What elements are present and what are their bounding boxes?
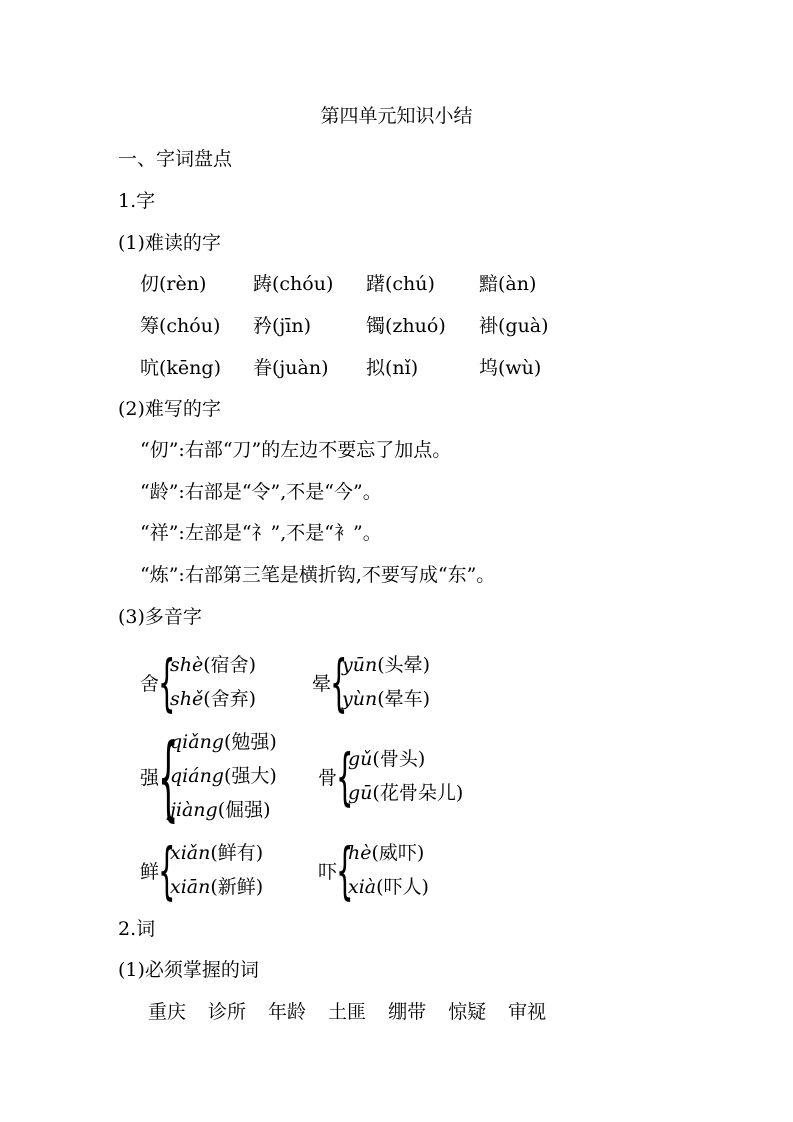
hard-write-note: “炼”:右部第三笔是横折钩,不要写成“东”。 <box>140 564 496 586</box>
polyphone-char: 骨 <box>318 767 338 789</box>
polyphone-reading <box>170 764 277 788</box>
vocab-word: 惊疑 <box>448 1001 487 1023</box>
vocab-word: 土匪 <box>328 1001 367 1023</box>
must-know-words-row <box>148 1000 568 1024</box>
brace-symbol: { <box>336 742 354 813</box>
vocab-word: 审视 <box>508 1001 547 1023</box>
hard-read-char: 镯(zhuó) <box>366 315 446 337</box>
pinyin: qiǎng <box>170 731 224 753</box>
polyphone-reading <box>348 747 425 771</box>
polyphone-reading <box>348 875 429 899</box>
hard-read-char: 仞(rèn) <box>140 273 207 295</box>
example-word: (倔强) <box>217 799 271 821</box>
pinyin: gǔ <box>348 748 373 770</box>
hard-read-char: 踌(chóu) <box>253 273 334 295</box>
pinyin: qiáng <box>170 765 224 787</box>
page-title: 第四单元知识小结 <box>320 105 473 127</box>
polyphone-reading <box>170 730 277 754</box>
heading-polyphones: (3)多音字 <box>118 606 202 628</box>
polyphone-char: 晕 <box>312 673 332 695</box>
hard-read-char: 褂(guà) <box>479 315 549 337</box>
polyphone-reading <box>170 841 263 865</box>
pinyin: gū <box>348 782 373 804</box>
hard-read-char: 吭(kēng) <box>140 357 221 379</box>
hard-read-char: 矜(jīn) <box>253 315 312 337</box>
subheading-words: 2.词 <box>118 918 156 940</box>
vocab-word: 年龄 <box>268 1001 307 1023</box>
polyphone-reading <box>342 653 430 677</box>
heading-hard-to-write: (2)难写的字 <box>118 398 221 420</box>
pinyin: yūn <box>342 654 378 676</box>
example-word: (舍弃) <box>203 688 257 710</box>
hard-read-char: 眷(juàn) <box>253 357 329 379</box>
pinyin: xià <box>348 876 377 898</box>
hard-read-char: 坞(wù) <box>479 357 542 379</box>
pinyin: yùn <box>342 688 378 710</box>
subheading-characters: 1.字 <box>118 190 156 212</box>
example-word: (鲜有) <box>210 842 264 864</box>
heading-hard-to-read: (1)难读的字 <box>118 232 221 254</box>
heading-must-know-words: (1)必须掌握的词 <box>118 959 259 981</box>
hard-read-char: 黯(àn) <box>479 273 537 295</box>
brace-symbol: { <box>158 648 176 719</box>
polyphone-reading <box>170 798 271 822</box>
polyphone-char: 吓 <box>318 861 338 883</box>
polyphone-char: 鲜 <box>140 861 160 883</box>
hard-read-char: 拟(nǐ) <box>366 357 419 379</box>
example-word: (勉强) <box>223 731 277 753</box>
vocab-word: 绷带 <box>388 1001 427 1023</box>
example-word: (骨头) <box>372 748 426 770</box>
hard-read-char: 躇(chú) <box>366 273 435 295</box>
example-word: (吓人) <box>376 876 429 898</box>
brace-symbol: { <box>330 648 348 719</box>
hard-write-note: “龄”:右部是“令”,不是“今”。 <box>140 481 382 503</box>
pinyin: hè <box>348 842 372 864</box>
polyphone-reading <box>348 781 463 805</box>
section-heading-vocab: 一、字词盘点 <box>118 148 233 170</box>
pinyin: xiǎn <box>170 842 211 864</box>
hard-write-note: “祥”:左部是“礻”,不是“衤”。 <box>140 522 382 544</box>
hard-write-note: “仞”:右部“刀”的左边不要忘了加点。 <box>140 439 452 461</box>
example-word: (头晕) <box>377 654 431 676</box>
pinyin: jiàng <box>170 799 218 821</box>
pinyin: shě <box>170 688 204 710</box>
vocab-word: 诊所 <box>208 1001 247 1023</box>
brace-symbol: { <box>336 836 354 907</box>
example-word: (花骨朵儿) <box>372 782 464 804</box>
example-word: (新鲜) <box>210 876 264 898</box>
example-word: (晕车) <box>377 688 431 710</box>
polyphone-reading <box>170 653 256 677</box>
polyphone-reading <box>348 841 424 865</box>
polyphone-reading <box>170 875 263 899</box>
example-word: (强大) <box>223 765 277 787</box>
example-word: (威吓) <box>371 842 425 864</box>
hard-read-char: 筹(chóu) <box>140 315 221 337</box>
polyphone-char: 强 <box>140 767 160 789</box>
example-word: (宿舍) <box>203 654 257 676</box>
polyphone-reading <box>342 687 430 711</box>
polyphone-char: 舍 <box>140 673 160 695</box>
pinyin: xiān <box>170 876 211 898</box>
polyphone-reading <box>170 687 256 711</box>
vocab-word: 重庆 <box>148 1001 187 1023</box>
brace-symbol: { <box>158 836 176 907</box>
brace-symbol: { <box>158 724 179 831</box>
pinyin: shè <box>170 654 204 676</box>
